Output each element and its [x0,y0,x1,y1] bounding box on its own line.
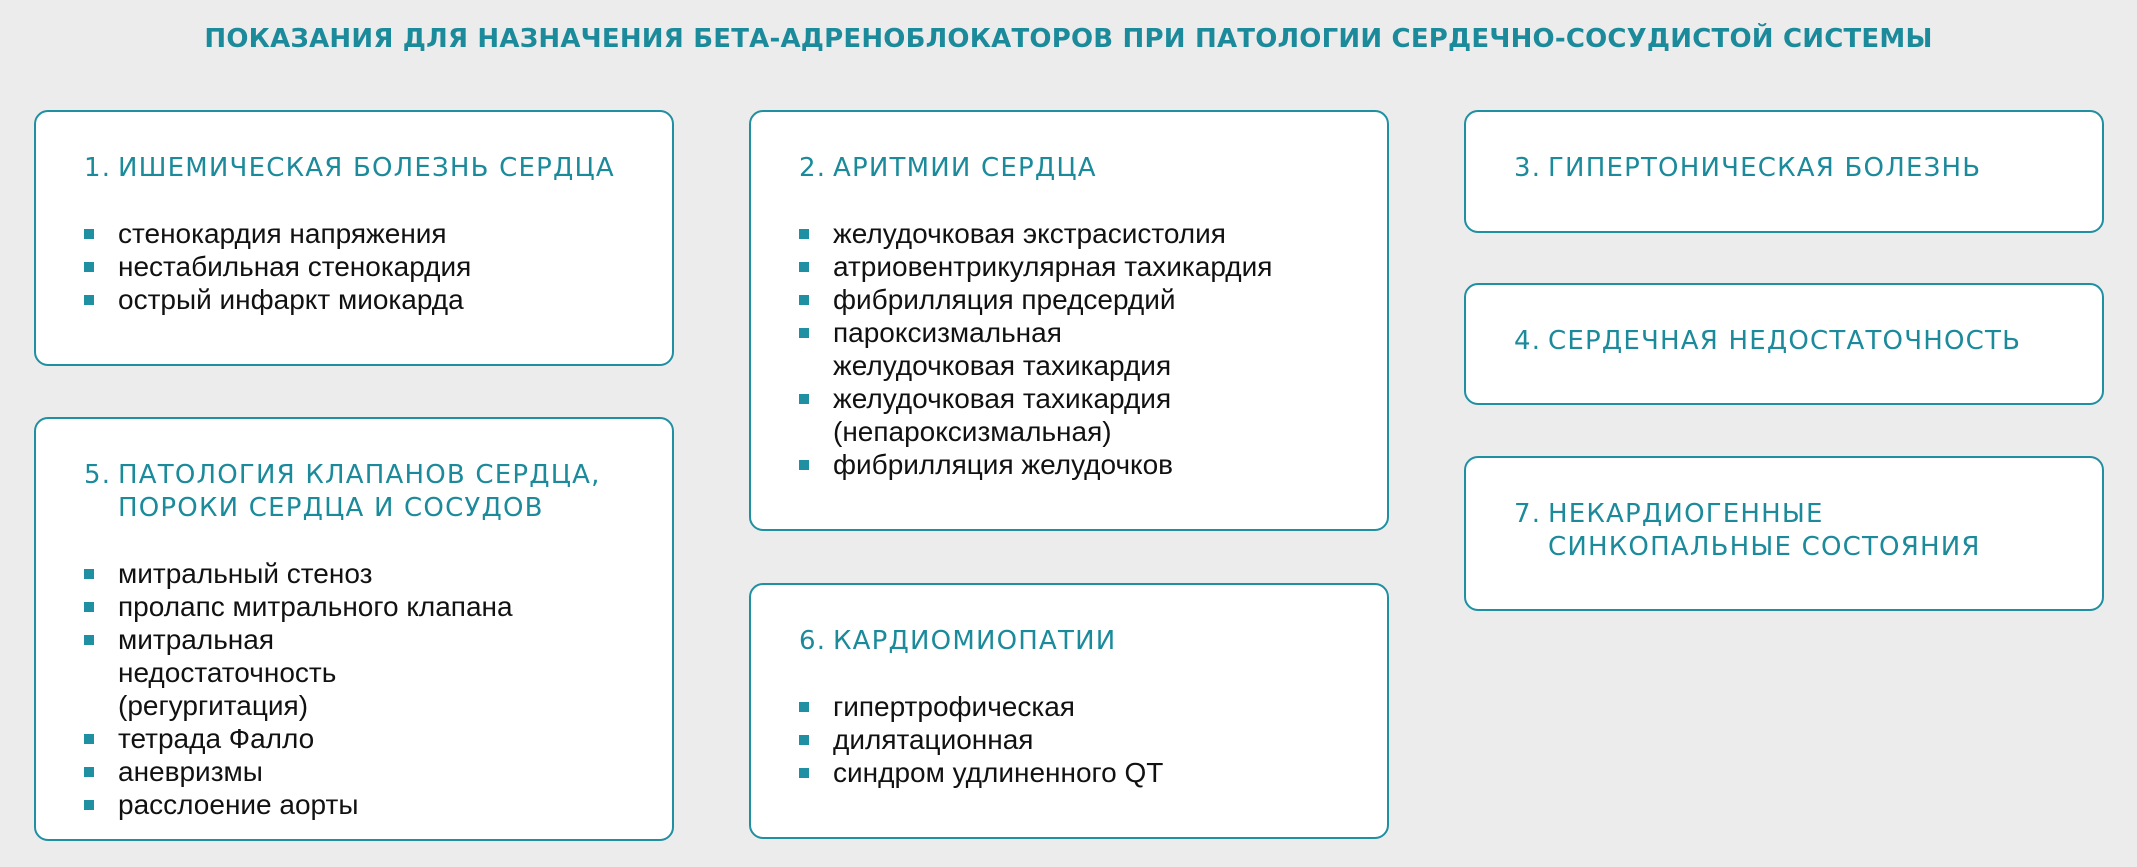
square-bullet-icon [799,702,809,712]
square-bullet-icon [799,229,809,239]
indication-list [84,557,632,821]
diagram-title: ПОКАЗАНИЯ ДЛЯ НАЗНАЧЕНИЯ БЕТА-АДРЕНОБЛОКАТОРОВ ПРИ ПАТОЛОГИИ СЕРДЕЧНО-СОСУДИСТОЙ СИСТЕМЫ [204,24,1933,54]
list-item [799,217,1347,250]
square-bullet-icon [84,602,94,612]
list-item [799,690,1347,723]
list-item-text: пролапс митрального клапана [118,591,513,622]
list-item-text: нестабильная стенокардия [118,251,472,282]
indication-list [799,690,1347,789]
square-bullet-icon [84,734,94,744]
square-bullet-icon [84,569,94,579]
card-number: 6. [799,626,827,656]
list-item [84,250,632,283]
list-item [799,756,1347,789]
list-item-text: желудочковая экстрасистолия [833,218,1226,249]
card-heading [84,152,632,185]
list-item-text: дилятационная [833,724,1034,755]
list-item [799,382,1173,448]
card-heading [1514,152,2062,185]
list-item-text: атриовентрикулярная тахикардия [833,251,1273,282]
list-item-text: гипертрофическая [833,691,1075,722]
list-item [84,722,632,755]
card-title: НЕКАРДИОГЕННЫЕ СИНКОПАЛЬНЫЕ СОСТОЯНИЯ [1548,499,1981,562]
square-bullet-icon [84,295,94,305]
list-item [799,283,1347,316]
list-item-text: митральный стеноз [118,558,373,589]
list-item [799,250,1347,283]
list-item [84,217,632,250]
square-bullet-icon [84,229,94,239]
square-bullet-icon [799,735,809,745]
card-heading [84,459,632,525]
square-bullet-icon [84,800,94,810]
list-item-text: тетрада Фалло [118,723,315,754]
indication-list [84,217,632,316]
card-arrhythmias [749,110,1389,531]
square-bullet-icon [84,262,94,272]
square-bullet-icon [799,768,809,778]
square-bullet-icon [799,262,809,272]
list-item-text: пароксизмальная желудочковая тахикардия [833,317,1172,381]
square-bullet-icon [84,635,94,645]
card-title: ГИПЕРТОНИЧЕСКАЯ БОЛЕЗНЬ [1548,153,1982,183]
list-item-text: митральная недостаточность (регургитация) [118,624,337,721]
square-bullet-icon [799,328,809,338]
card-heading [1514,325,2062,358]
square-bullet-icon [799,295,809,305]
list-item [84,788,632,821]
card-hypertension [1464,110,2104,233]
card-cardiomyopathies [749,583,1389,839]
card-heading [799,152,1347,185]
list-item-text: стенокардия напряжения [118,218,447,249]
card-number: 3. [1514,153,1542,183]
card-heading [1514,498,2062,564]
card-title: СЕРДЕЧНАЯ НЕДОСТАТОЧНОСТЬ [1548,326,2022,356]
list-item [84,755,632,788]
square-bullet-icon [799,394,809,404]
list-item-text: фибрилляция предсердий [833,284,1176,315]
card-heading [799,625,1347,658]
card-title: ИШЕМИЧЕСКАЯ БОЛЕЗНЬ СЕРДЦА [118,153,615,183]
card-title: ПАТОЛОГИЯ КЛАПАНОВ СЕРДЦА, ПОРОКИ СЕРДЦА И СОСУДОВ [118,460,601,523]
list-item-text: аневризмы [118,756,263,787]
indication-list [799,217,1347,481]
list-item [84,283,632,316]
list-item [799,448,1347,481]
list-item-text: синдром удлиненного QT [833,757,1164,788]
list-item [84,590,632,623]
card-number: 5. [84,460,112,490]
list-item [799,316,1233,382]
card-valve-pathology [34,417,674,841]
square-bullet-icon [799,460,809,470]
card-title: КАРДИОМИОПАТИИ [833,626,1117,656]
square-bullet-icon [84,767,94,777]
card-number: 1. [84,153,112,183]
card-noncardiogenic-syncope [1464,456,2104,611]
card-ischemic-heart-disease [34,110,674,366]
list-item [84,623,498,722]
card-number: 4. [1514,326,1542,356]
list-item-text: желудочковая тахикардия (непароксизмальная) [833,383,1172,447]
card-title: АРИТМИИ СЕРДЦА [833,153,1097,183]
card-number: 2. [799,153,827,183]
list-item-text: расслоение аорты [118,789,359,820]
list-item-text: острый инфаркт миокарда [118,284,464,315]
card-number: 7. [1514,499,1542,529]
list-item-text: фибрилляция желудочков [833,449,1174,480]
list-item [799,723,1347,756]
card-heart-failure [1464,283,2104,405]
list-item [84,557,632,590]
